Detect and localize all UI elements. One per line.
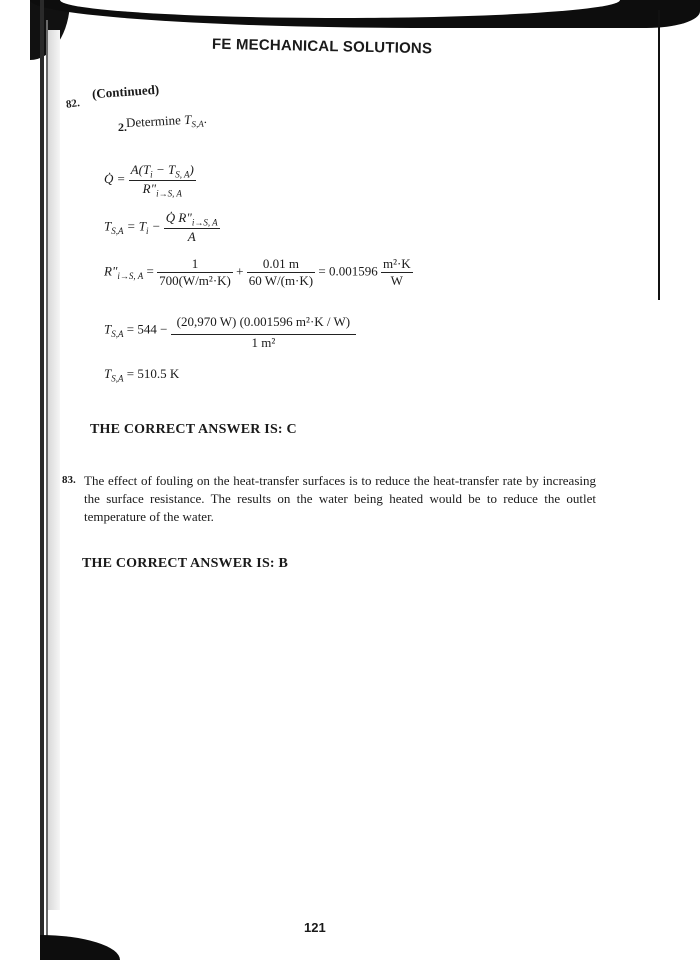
answer-83: THE CORRECT ANSWER IS: B <box>82 556 289 571</box>
eq4-lhs-sub: S,A <box>111 329 124 340</box>
eq3-fraction-1 <box>157 256 233 289</box>
eq3-lhs-sub: i→S, A <box>117 271 144 282</box>
eq3-unit <box>381 256 413 289</box>
eq5-lhs: T <box>104 366 112 381</box>
step-suffix: . <box>203 110 208 127</box>
eq1-numerator <box>129 162 196 180</box>
problem-83-number: 83. <box>62 474 76 486</box>
eq3-fraction-2 <box>247 256 315 289</box>
eq4-denominator: 1 m² <box>171 334 356 351</box>
eq2-lhs: T <box>104 218 112 234</box>
page-number: 121 <box>304 920 326 935</box>
eq3-lhs: R" <box>104 263 118 279</box>
eq1-num-mid: − T <box>152 162 176 177</box>
eq2-numerator <box>164 210 220 228</box>
eq2-lhs-sub: S,A <box>111 225 124 236</box>
problem-82-number: 82. <box>65 97 81 111</box>
equation-heat-rate <box>104 162 196 198</box>
eq2-minus: − <box>148 218 164 234</box>
eq3-f2-num: 0.01 m <box>262 256 299 271</box>
equation-result <box>104 366 179 384</box>
eq1-num-a: A(T <box>130 162 151 177</box>
equation-resistance <box>104 256 413 289</box>
eq3-equals: = <box>143 263 158 279</box>
eq2-fraction <box>164 210 220 245</box>
step-var-sub: S,A <box>191 118 205 130</box>
step-number: 2. <box>118 120 127 134</box>
eq5-lhs-sub: S,A <box>111 373 124 384</box>
continued-label: (Continued) <box>91 81 160 102</box>
eq4-mid: = 544 − <box>123 321 171 337</box>
eq4-lhs: T <box>104 321 112 337</box>
equation-substitution <box>104 310 356 351</box>
eq3-result: = 0.001596 <box>315 263 381 279</box>
eq4-fraction <box>171 310 356 351</box>
step-label: Determine <box>125 112 185 131</box>
eq1-den-sub: i→S, A <box>156 188 182 199</box>
eq4-numerator: (20,970 W) (0.001596 m²·K / W) <box>176 314 351 329</box>
equation-surface-temp <box>104 210 220 245</box>
step-var: T <box>183 111 192 128</box>
eq1-num-sub: i <box>150 169 153 180</box>
eq5-result: = 510.5 K <box>123 366 180 381</box>
binding-gutter <box>48 30 60 910</box>
eq3-plus: + <box>232 263 247 279</box>
page-left-edge-inner <box>46 20 48 950</box>
eq1-lhs: Q̇ = <box>104 171 126 187</box>
eq2-mid-sub: i <box>146 225 149 236</box>
problem-83-text: The effect of fouling on the heat-transfer surfaces is to reduce the heat-transfer rate by increasing the surface resistance. The results on the water being heated would be to reduce the outlet temperature of the water. <box>84 473 596 524</box>
answer-82: THE CORRECT ANSWER IS: C <box>90 422 297 437</box>
page-left-edge <box>40 0 44 960</box>
eq1-den: R" <box>142 180 157 196</box>
eq1-fraction <box>129 162 196 198</box>
eq2-num: Q̇ R" <box>165 210 192 225</box>
eq3-f1-num: 1 <box>191 256 199 271</box>
eq2-num-sub: i→S, A <box>191 217 218 228</box>
eq1-num-sub2: S, A <box>175 169 190 180</box>
scan-shadow-bottom-left <box>40 935 120 960</box>
eq1-num-end: ) <box>189 162 194 177</box>
eq1-denominator <box>129 180 196 199</box>
eq3-f1-den: 700(W/m²·K) <box>159 273 231 288</box>
eq2-denominator: A <box>164 228 220 245</box>
eq3-unit-num: m²·K <box>382 256 411 271</box>
page-right-edge <box>658 10 660 300</box>
step-text <box>126 111 208 133</box>
eq3-unit-den: W <box>381 272 413 289</box>
page-header-title: FE MECHANICAL SOLUTIONS <box>211 35 433 58</box>
eq2-mid: = T <box>123 218 146 234</box>
eq3-f2-den: 60 W/(m·K) <box>248 273 314 288</box>
